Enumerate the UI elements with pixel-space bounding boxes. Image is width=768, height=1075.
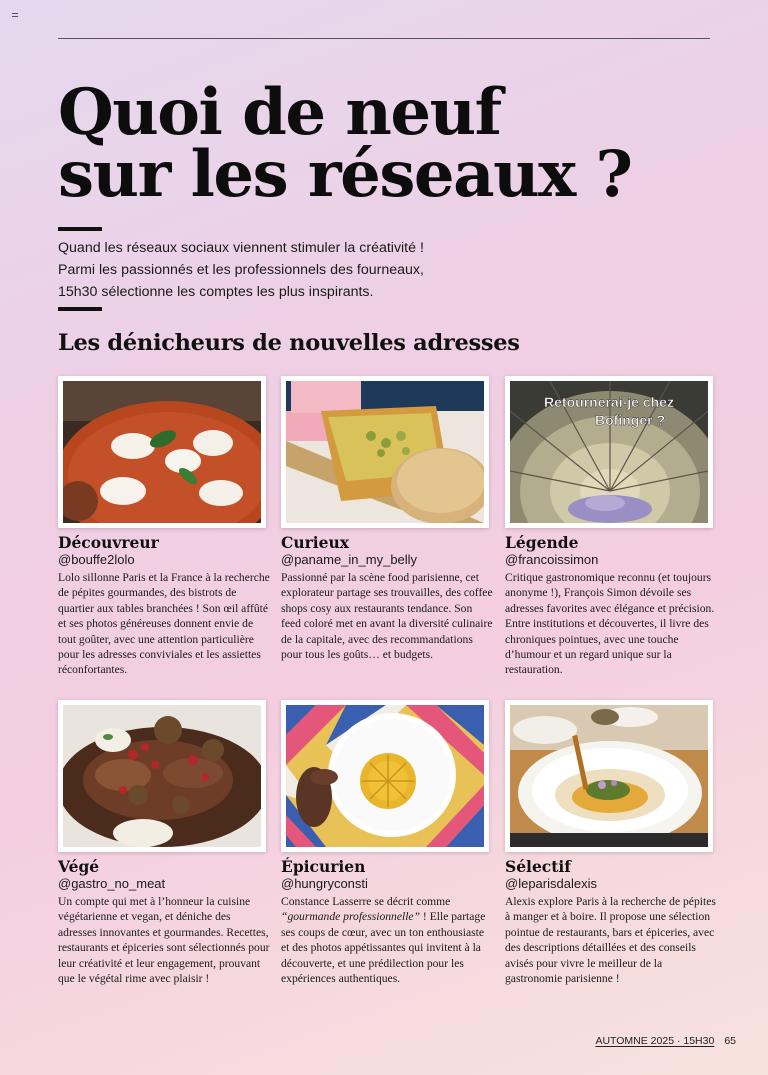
plate-photo: [281, 700, 489, 852]
pizza-photo: [58, 376, 266, 528]
card-handle[interactable]: @hungryconsti: [281, 876, 368, 891]
card-description: Lolo sillonne Paris et la France à la recherche de pépites gourmandes, des bistrots de quartier aux tables branchées ! Son œil affûté et ses photos généreuses donnent envie de tout goûter, avec une attention particulière pour les adresses conviviales et les assiettes réconfortantes.: [58, 571, 270, 677]
card-description: Un compte qui met à l’honneur la cuisine végétarienne et vegan, et déniche des adresses innovantes et gourmandes. Recettes, restaurants et épiceries sont sélectionnés pour leur créativité et leur engagement, prouvant que le végétal rime avec plaisir !: [58, 895, 270, 986]
account-card-bouffe2lolo[interactable]: [58, 376, 278, 678]
desc-part-1: Constance Lasserre se décrit comme: [281, 895, 451, 908]
card-description: Critique gastronomique reconnu (et toujours anonyme !), François Simon dévoile ses adresses favorites avec élégance et précision. Entre institutions et découvertes, il livre des chroniques pointues, avec une touche d’humour et un regard unique sur la restauration.: [505, 571, 715, 677]
intro-rule-bottom: [58, 307, 102, 311]
card-category: Végé: [58, 857, 100, 876]
account-card-gastro-no-meat[interactable]: [58, 700, 278, 986]
section-title: Les dénicheurs de nouvelles adresses: [58, 330, 520, 356]
page-footer: [595, 1035, 736, 1047]
card-category: Sélectif: [505, 857, 571, 876]
account-card-francoissimon[interactable]: [505, 376, 725, 678]
card-category: Découvreur: [58, 533, 159, 552]
account-card-hungryconsti[interactable]: [281, 700, 501, 986]
page-headline: [58, 75, 718, 212]
photo-caption-1: Retournerai-je chez: [544, 394, 674, 410]
card-category: Curieux: [281, 533, 350, 552]
account-card-leparisdalexis[interactable]: [505, 700, 725, 986]
card-handle[interactable]: @gastro_no_meat: [58, 876, 166, 891]
footer-page-number: 65: [724, 1035, 736, 1047]
card-handle[interactable]: @leparisdalexis: [505, 876, 597, 891]
headline-line-1: Quoi de neuf: [58, 75, 501, 150]
intro-line-1: Quand les réseaux sociaux viennent stimuler la créativité !: [58, 240, 424, 256]
account-card-paname[interactable]: [281, 376, 501, 662]
intro-line-2: Parmi les passionnés et les professionnels des fourneaux,: [58, 262, 424, 278]
card-description: Passionné par la scène food parisienne, cet explorateur partage ses trouvailles, des coffee shops cosy aux restaurants tendance. Son feed coloré met en avant la diversité culinaire de la capitale, avec des recommandations pour tous les goûts… et budgets.: [281, 571, 493, 662]
top-rule: [58, 38, 710, 39]
photo-caption-2: Bofinger ?: [595, 412, 665, 428]
card-description: Alexis explore Paris à la recherche de pépites à manger et à boire. Il propose une sélection pointue de restaurants, bars et épiceries, avec des descriptions détaillées et des conseils avisés pour vivre le meilleur de la gastronomie parisienne !: [505, 895, 716, 986]
corner-mark: [12, 13, 18, 17]
intro-rule-top: [58, 227, 102, 231]
desc-part-2: ! Elle partage ses coups de cœur, avec un ton enthousiaste et des photos appétissantes qui invitent à la découverte, et une prédilection pour les expériences authentiques.: [281, 910, 486, 986]
card-handle[interactable]: @paname_in_my_belly: [281, 552, 418, 567]
card-category: Épicurien: [281, 857, 366, 876]
soup-photo: [505, 700, 713, 852]
dome-photo: [505, 376, 713, 528]
desc-italic-quote: “gourmande professionnelle”: [281, 910, 421, 924]
intro-text: [58, 237, 618, 303]
card-category: Légende: [505, 533, 579, 552]
tart-photo: [281, 376, 489, 528]
dessert-photo: [58, 700, 266, 852]
footer-issue: AUTOMNE 2025 · 15H30: [595, 1035, 715, 1047]
card-handle[interactable]: @bouffe2lolo: [58, 552, 135, 567]
intro-line-3: 15h30 sélectionne les comptes les plus inspirants.: [58, 284, 374, 300]
headline-line-2: sur les réseaux ?: [58, 137, 632, 212]
card-handle[interactable]: @francoissimon: [505, 552, 599, 567]
card-description: [281, 894, 495, 986]
